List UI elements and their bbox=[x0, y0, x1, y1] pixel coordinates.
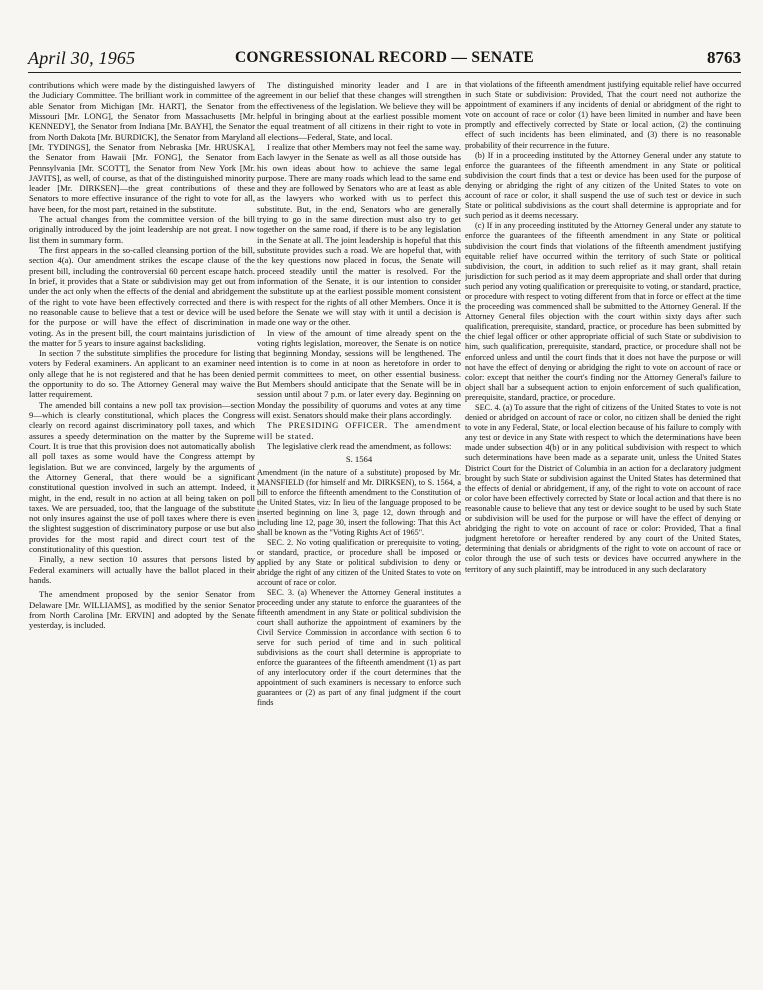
paragraph: The distinguished minority leader and I are in agreement in our belief that these changes will strengthen the effectiveness of the legislation. We believe they will be helpful in bringing about at the earliest possible moment the equal treatment of all citizens in their right to vote in all elections—Federal, State, and local. bbox=[257, 80, 461, 142]
paragraph: (c) If in any proceeding instituted by the Attorney General under any statute to enforce the guarantees of the fifteenth amendment in any State or political subdivision the court finds that violations of the fifteenth amendment justifying equitable relief have occurred within the territory of such State or political subdivision, the court, in addition to such relief as it may grant, shall retain jurisdiction for such period as it may deem appropriate and shall order that during such period any voting qualification or prerequisite to voting, or standard, practice, or procedure with respect to voting different from that in force or effect at the time the proceeding was commenced shall be submitted to the Attorney General. If the Attorney General files objection with the court within sixty days after such qualification, prerequisite, standard, practice, or procedure has been submitted by the chief legal officer or other appropriate official of such State or subdivision to him, such qualification, prerequisite, standard, practice, or procedure shall not be enforced unless and until the court finds that it does not have the purpose or will not have the effect of denying or abridging the right to vote on account of race or color: except that neither the court's finding nor the Attorney General's failure to object shall bar a subsequent action to enjoin enforcement of such qualification, prerequisite, standard, practice, or procedure. bbox=[465, 221, 741, 402]
paragraph: The actual changes from the committee version of the bill originally introduced by the joint leadership are not great. I now list them in summary form. bbox=[29, 214, 255, 245]
bill-number: S. 1564 bbox=[345, 454, 373, 465]
header-title: CONGRESSIONAL RECORD — SENATE bbox=[234, 49, 535, 66]
paragraph: The amended bill contains a new poll tax provision—section 9—which is clearly constitutional, which places the Congress clearly on record against discriminatory poll taxes, and which assures a speedy determination on the matter by the Supreme Court. It is true that this provision does not automatically abolish all poll taxes as some would have the Congress attempt by legislation. But we are convinced, largely by the arguments of the Attorney General, that there would be a significant constitutional question involved in such an attempt. Indeed, it might, in the end, result in no action at all being taken on poll taxes. We are persuaded, too, that the language of the substitute not only insures against the use of poll taxes where there is even the slightest suggestion of discriminatory purpose or use but also provides for the most rapid and direct court test of the constitutionality of this question. bbox=[29, 399, 255, 555]
paragraph: Finally, a new section 10 assures that persons listed by Federal examiners will actually have the ballot placed in their hands. bbox=[29, 554, 255, 585]
header-page-number: 8763 bbox=[707, 48, 741, 67]
amendment-text: Amendment (in the nature of a substitute) proposed by Mr. MANSFIELD (for himself and Mr. DIRKSEN), to S. 1564, a bill to enforce the fifteenth amendment to the Constitution of the United States, viz: In lieu of the language proposed to be inserted beginning on line 3, page 12, down through and including line 12, page 30, insert the following: That this Act shall be known as the "Voting Rights Act of 1965". bbox=[257, 467, 461, 537]
amendment-section: SEC. 2. No voting qualification or prerequisite to voting, or standard, practice, or procedure shall be imposed or applied by any State or political subdivision to deny or abridge the right of any citizen of the United States to vote on account of race or color. bbox=[257, 537, 461, 587]
paragraph: that violations of the fifteenth amendment justifying equitable relief have occurred in such State or subdivision: Provided, That the court need not authorize the appointment of examiners if any incidents of denial or abridgment of the right to vote on account of race or color (1) have been limited in number and have been promptly and effectively corrected by State or local action, (2) the continuing effect of such incidents has been eliminated, and (3) there is no reasonable probability of their recurrence in the future. bbox=[465, 80, 741, 150]
paragraph: SEC. 4. (a) To assure that the right of citizens of the United States to vote is not denied or abridged on account of race or color, no citizen shall be denied the right to vote in any Federal, State, or local election because of his failure to comply with any test or device in any State with respect to which the determinations have been made under subsection 4(b) or in any political subdivision with respect to which such determinations have been made as a separate unit, unless the United States District Court for the District of Columbia in an action for a declaratory judgment brought by such State or subdivision against the United States has determined that the effects of denial or abridgement, if any, of the right to vote on account of race or color have been effectively corrected by State or local action and that there is no reasonable cause to believe that any test or device sought to be used by such State or subdivision will be used for the purpose or will have the effect of denying or abridging the right to vote on account of race or color: Provided, That a final judgment heretofore or hereafter rendered by any court of the United States, determining that denials or abridgments of the right to vote on account of race or color through the use of such tests or devices have occurred anywhere in the territory of any such plaintiff, may be introduced in any such declaratory bbox=[465, 403, 741, 574]
paragraph: The amendment proposed by the senior Senator from Delaware [Mr. WILLIAMS], as modified by the senior Senator from North Carolina [Mr. ERVIN] and adopted by the Senate yesterday, is included. bbox=[29, 589, 255, 631]
paragraph: In section 7 the substitute simplifies the procedure for listing voters by Federal examiners. An applicant to an examiner need only allege that he is not registered and that he has been denied the opportunity to do so. The Attorney General may waive the latter requirement. bbox=[29, 348, 255, 400]
paragraph: I realize that other Members may not feel the same way. Each lawyer in the Senate as well as all those outside has his own ideas about how to achieve the same legal purpose. There are many roads which lead to the same end and they are followed by Senators who are at least as able as the lawyers who worked with us to perfect this substitute. But, in the end, Senators who are generally trying to go in the same direction must also try to get together on the same road, if there is to be any legislation in the Senate at all. The joint leadership is hopeful that this substitute provides such a road. We are hopeful that, with the key questions now placed in focus, the Senate will proceed steadily until the matter is resolved. For the information of the Senate, it is our intention to consider the substitute up at the earliest possible moment consistent with respect for the rights of all other Members. Once it is before the Senate we will stay with it until a decision is made one way or the other. bbox=[257, 141, 461, 328]
column-1 bbox=[29, 80, 255, 980]
column-3 bbox=[465, 80, 741, 980]
header-rule bbox=[28, 72, 741, 73]
paragraph: In view of the amount of time already spent on the voting rights legislation, moreover, the Senate is on notice that beginning Monday, sessions will be lengthened. The intention is to come in at noon as heretofore in order to permit committees to meet, on other essential business. But Members should anticipate that the Senate will be in session until about 7 p.m. or later every day. Beginning on Monday the possibility of quorums and votes at any time will exist. Senators should make their plans accordingly. bbox=[257, 327, 461, 420]
paragraph: The first appears in the so-called cleansing portion of the bill, section 4(a). Our amendment strikes the escape clause of the present bill, including the controversial 60 percent escape hatch. In brief, it provides that a State or subdivision may get out from under the act only when the effects of the denial and abridgement of the right to vote have been effectively corrected and there is no reasonable cause to believe that a test or device will be used for the purpose or will have the effect of discrimination in voting. As in the present bill, the court maintains jurisdiction of the matter for 5 years to insure against backsliding. bbox=[29, 245, 255, 348]
paragraph: (b) If in a proceeding instituted by the Attorney General under any statute to enforce the guarantees of the fifteenth amendment in any State or political subdivision the court finds that a test or device has been used for the purpose of denying or abridging the right of any citizen of the United States to vote on account of race or color, it shall suspend the use of such test or device in such State or political subdivisions as the court shall determine is appropriate and for such period as it deems necessary. bbox=[465, 150, 741, 221]
paragraph: The PRESIDING OFFICER. The amendment will be stated. bbox=[257, 420, 461, 441]
paragraph: contributions which were made by the distinguished lawyers of the Judiciary Committee. The brilliant work in committee of the able Senator from Michigan [Mr. HART], the Senator from Missouri [Mr. LONG], the Senator from Massachusetts [Mr. KENNEDY], the Senator from Indiana [Mr. BAYH], the Senator from North Dakota [Mr. BURDICK], the Senator from Maryland [Mr. TYDINGS], the Senator from Nebraska [Mr. HRUSKA], the Senator from Hawaii [Mr. FONG], the Senator from Pennsylvania [Mr. SCOTT], the Senator from New York [Mr. JAVITS], as well, of course, as that of the distinguished minority leader [Mr. DIRKSEN]—the great contributions of these Senators to more effective insurance of the right to vote for all, have been, for the most part, retained in the substitute. bbox=[29, 80, 255, 214]
amendment-section: SEC. 3. (a) Whenever the Attorney General institutes a proceeding under any statute to enforce the guarantees of the fifteenth amendment in any State or political subdivision the court shall authorize the appointment of examiners by the Civil Service Commission in accordance with section 6 to serve for such period of time and in such political subdivisions as the court shall determine is appropriate to enforce the guarantees of the fifteenth amendment (1) as part of any interlocutory order if the court determines that the appointment of such examiners is necessary to enforce such guarantees or (2) as part of any final judgment if the court finds bbox=[257, 587, 461, 707]
header-date: April 30, 1965 bbox=[28, 48, 136, 68]
column-2 bbox=[257, 80, 461, 980]
page-header bbox=[28, 48, 741, 74]
paragraph: The legislative clerk read the amendment, as follows: bbox=[267, 440, 452, 451]
